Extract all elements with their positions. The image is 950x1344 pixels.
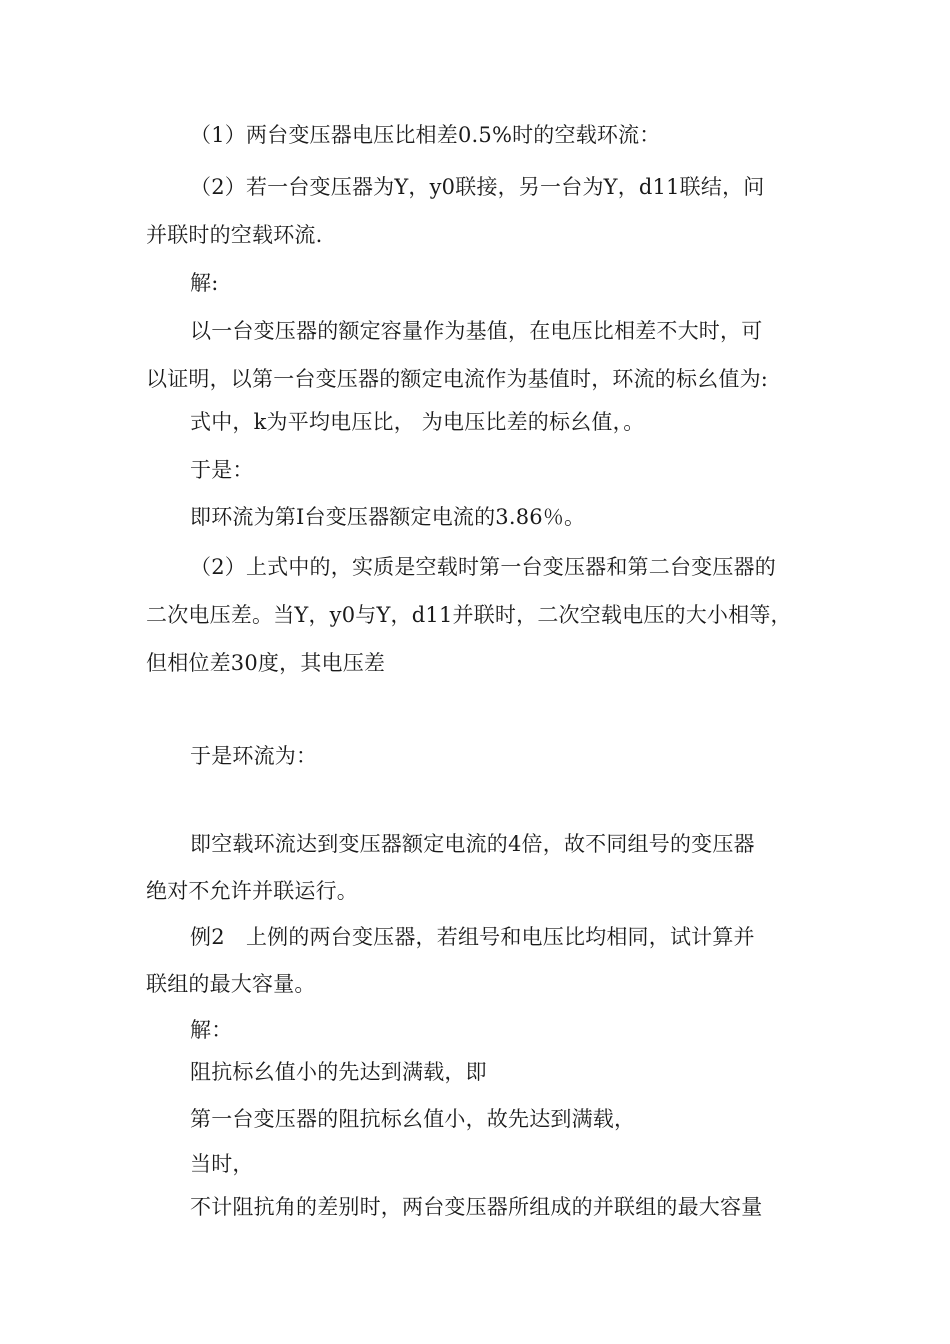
paragraph-line-4: 解:: [190, 271, 219, 295]
paragraph-line-6: 以证明，以第一台变压器的额定电流作为基值时，环流的标幺值为:: [146, 367, 769, 391]
paragraph-line-3: 并联时的空载环流.: [146, 223, 323, 247]
paragraph-line-20: 第一台变压器的阻抗标幺值小，故先达到满载，: [190, 1107, 636, 1131]
paragraph-line-14: 即空载环流达到变压器额定电流的4倍，故不同组号的变压器: [190, 832, 755, 856]
paragraph-line-2: （2）若一台变压器为Y，y0联接，另一台为Y，d11联结，问: [190, 175, 765, 199]
paragraph-line-22: 不计阻抗角的差别时，两台变压器所组成的并联组的最大容量: [190, 1195, 763, 1219]
paragraph-line-18: 解：: [190, 1018, 233, 1042]
paragraph-line-9: 即环流为第I台变压器额定电流的3.86％。: [190, 505, 586, 529]
paragraph-line-12: 但相位差30度，其电压差: [146, 651, 386, 675]
paragraph-line-17: 联组的最大容量。: [146, 972, 316, 996]
paragraph-line-7: 式中，k为平均电压比， 为电压比差的标幺值，。: [190, 410, 645, 434]
paragraph-line-5: 以一台变压器的额定容量作为基值，在电压比相差不大时，可: [190, 319, 763, 343]
paragraph-line-21: 当时，: [190, 1152, 254, 1176]
paragraph-line-11: 二次电压差。当Y，y0与Y，d11并联时，二次空载电压的大小相等，: [146, 603, 792, 627]
paragraph-line-10: （2）上式中的，实质是空载时第一台变压器和第二台变压器的: [190, 555, 776, 579]
paragraph-line-16: 例2 上例的两台变压器，若组号和电压比均相同，试计算并: [190, 925, 755, 949]
paragraph-line-19: 阻抗标幺值小的先达到满载，即: [190, 1060, 487, 1084]
paragraph-line-13: 于是环流为：: [190, 744, 318, 768]
paragraph-line-1: （1）两台变压器电压比相差0.5%时的空载环流：: [190, 123, 661, 147]
paragraph-line-8: 于是：: [190, 458, 254, 482]
paragraph-line-15: 绝对不允许并联运行。: [146, 879, 358, 903]
